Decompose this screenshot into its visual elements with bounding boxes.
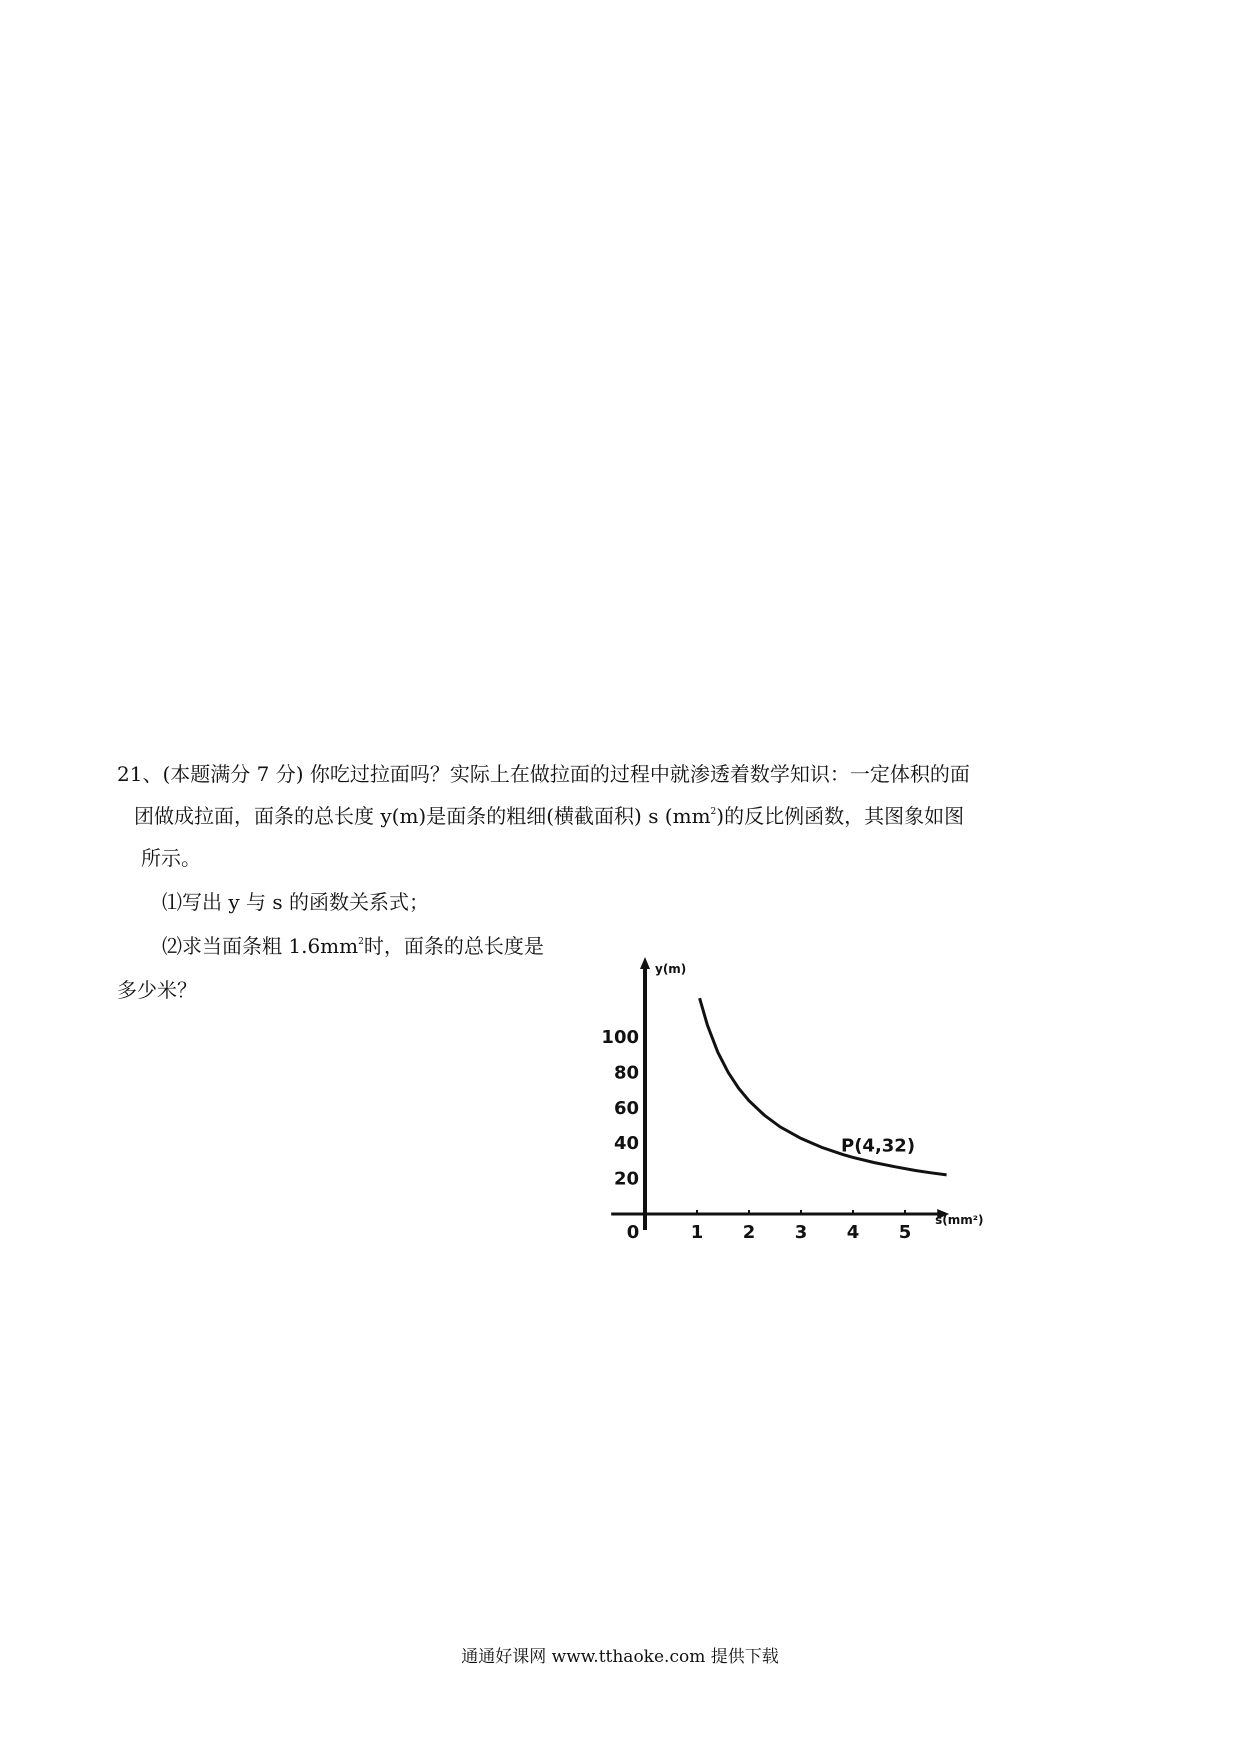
question-text: 时，面条的总长度是	[363, 934, 544, 958]
question-line-4	[117, 978, 197, 1002]
question-line-1	[117, 762, 970, 786]
x-tick-label: 3	[794, 1222, 808, 1243]
superscript: 2	[358, 937, 364, 947]
x-tick-label: 2	[742, 1222, 756, 1243]
y-axis-label: y(m)	[655, 962, 687, 976]
y-tick-label: 80	[613, 1062, 639, 1084]
y-axis-arrow	[640, 957, 650, 969]
x-tick-label: 4	[846, 1222, 860, 1243]
question-text: )的反比例函数，其图象如图	[716, 804, 965, 828]
x-tick-label: 5	[898, 1222, 912, 1243]
labels	[627, 962, 984, 1243]
question-text: 21、(本题满分 7 分) 你吃过拉面吗？实际上在做拉面的过程中就渗透着数学知识：一定体积的面	[117, 762, 970, 786]
footer	[0, 1646, 1240, 1668]
superscript: 2	[710, 807, 717, 817]
origin-label: 0	[626, 1222, 640, 1243]
y-tick-label: 40	[613, 1133, 639, 1155]
question-text: 多少米？	[117, 978, 197, 1002]
x-tick-label: 1	[690, 1222, 704, 1243]
inverse-proportion-graph	[590, 955, 1010, 1255]
question-text: ⑴写出 y 与 s 的函数关系式；	[162, 890, 429, 914]
y-tick-label: 100	[601, 1027, 639, 1048]
point-p-label: P(4,32)	[841, 1135, 916, 1157]
y-tick-label: 60	[613, 1097, 639, 1119]
x-axis-label: s(mm²)	[935, 1213, 984, 1227]
footer-text: 通通好课网 www.tthaoke.com 提供下载	[461, 1647, 779, 1667]
question-part-2	[162, 934, 544, 958]
question-line-3	[141, 846, 201, 870]
question-text: 团做成拉面，面条的总长度 y(m)是面条的粗细(横截面积) s (mm	[134, 804, 711, 828]
question-text: 所示。	[141, 846, 201, 870]
axes	[611, 957, 949, 1230]
y-tick-label: 20	[613, 1168, 639, 1190]
question-text: ⑵求当面条粗 1.6mm	[162, 934, 359, 958]
question-line-2	[134, 804, 964, 828]
question-part-1	[162, 890, 429, 914]
